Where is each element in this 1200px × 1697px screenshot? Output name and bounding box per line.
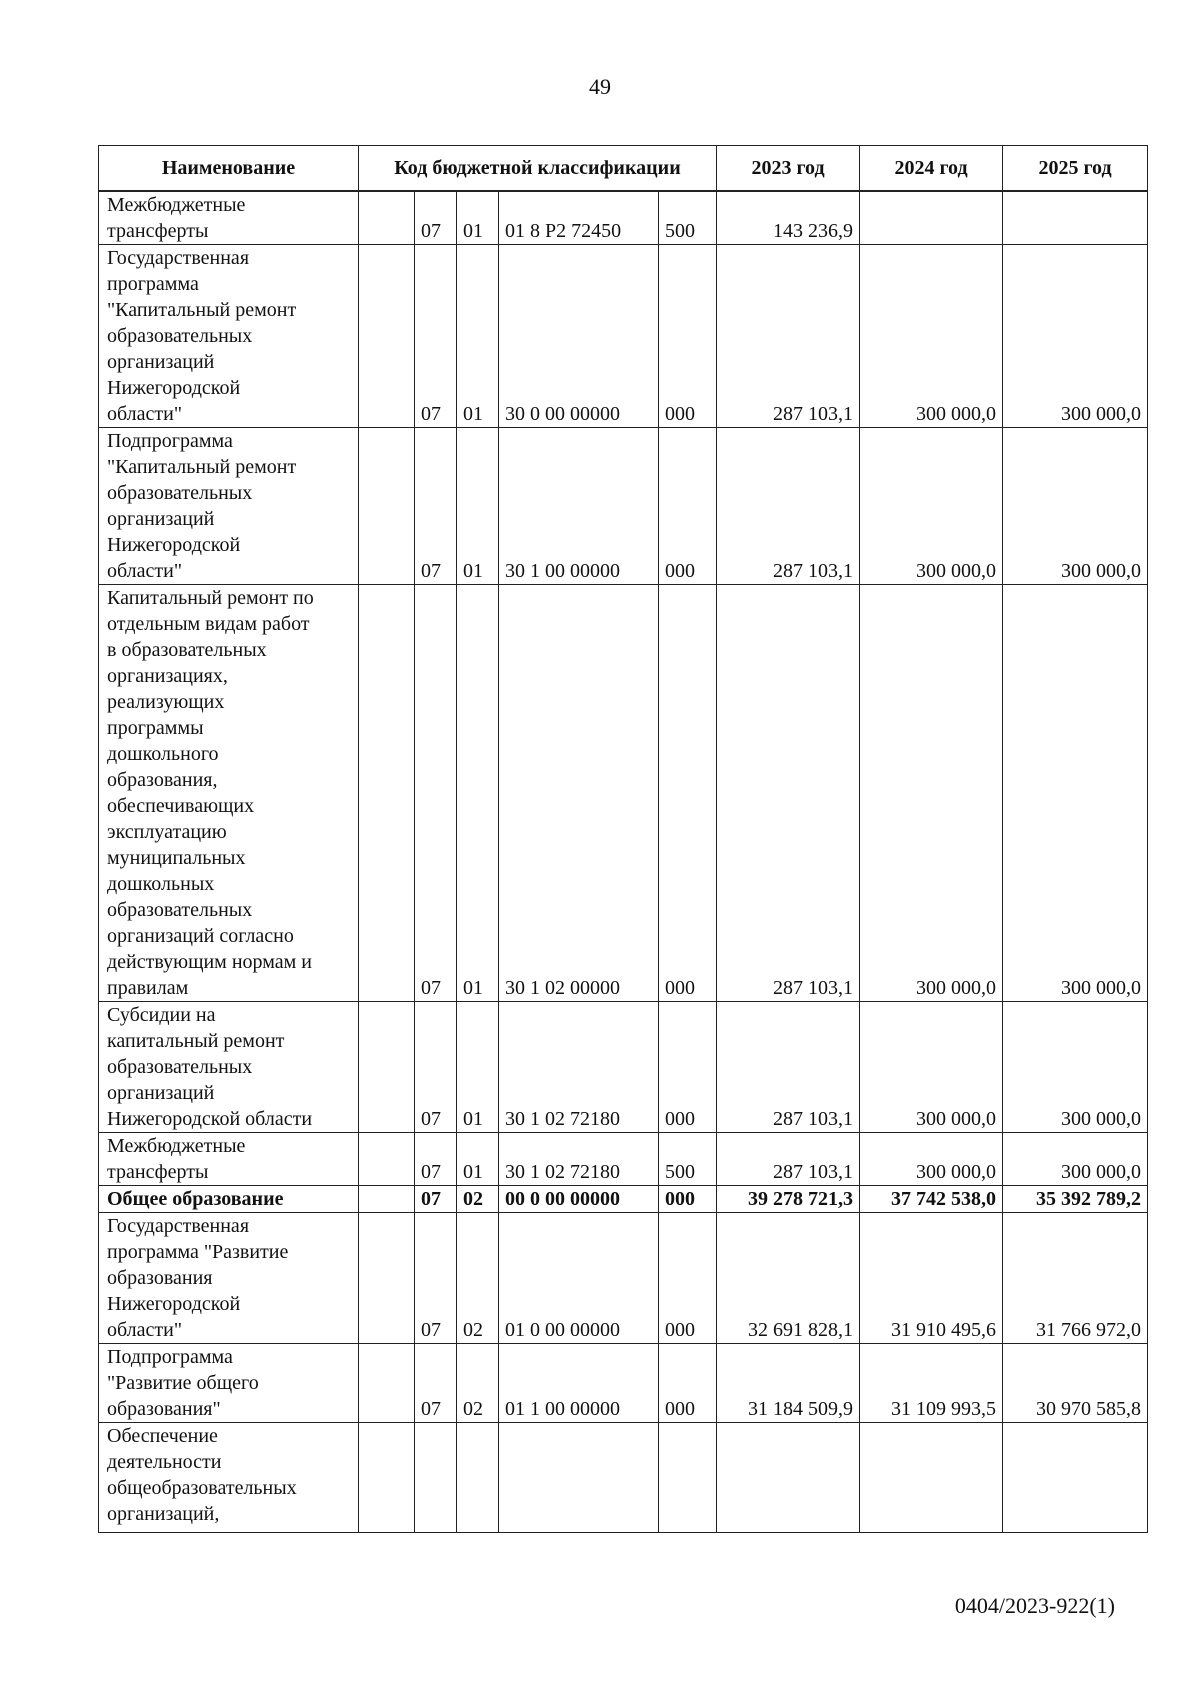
- row-blank-cell: [359, 1423, 415, 1533]
- row-name-line: капитальный ремонт: [107, 1030, 285, 1052]
- row-name-line: в образовательных: [107, 639, 267, 661]
- row-name-line: Государственная: [107, 247, 250, 269]
- row-amount-2025: 300 000,0: [1003, 1002, 1148, 1133]
- row-blank-cell: [359, 191, 415, 245]
- row-blank-cell: [359, 1002, 415, 1133]
- row-amount-2023: 287 103,1: [717, 585, 860, 1002]
- row-blank-cell: [359, 1344, 415, 1423]
- row-expense-type: 000: [659, 428, 717, 585]
- row-name-line: образования,: [107, 769, 218, 791]
- row-section: [415, 1423, 457, 1533]
- row-name-line: организациях,: [107, 665, 228, 687]
- row-target-article: 30 0 00 00000: [499, 245, 659, 428]
- header-code: Код бюджетной классификации: [359, 146, 717, 192]
- header-2024: 2024 год: [860, 146, 1003, 192]
- row-name: [99, 1423, 359, 1533]
- row-name-line: области": [107, 403, 183, 425]
- header-2023: 2023 год: [717, 146, 860, 192]
- row-expense-type: 000: [659, 1002, 717, 1133]
- row-section: 07: [415, 585, 457, 1002]
- row-name-line: организаций согласно: [107, 925, 294, 947]
- row-blank-cell: [359, 245, 415, 428]
- row-name-line: Межбюджетные: [107, 1135, 246, 1157]
- row-name-line: образовательных: [107, 899, 253, 921]
- row-name-line: эксплуатацию: [107, 821, 227, 843]
- row-amount-2024: 31 910 495,6: [860, 1213, 1003, 1344]
- row-expense-type: 500: [659, 191, 717, 245]
- row-amount-2023: 287 103,1: [717, 428, 860, 585]
- row-name-line: образовательных: [107, 325, 253, 347]
- row-target-article: 00 0 00 00000: [499, 1186, 659, 1213]
- row-name: [99, 428, 359, 585]
- row-blank-cell: [359, 1133, 415, 1186]
- row-name-line: Общее образование: [107, 1188, 284, 1210]
- row-amount-2023: 143 236,9: [717, 191, 860, 245]
- row-name-line: общеобразовательных: [107, 1477, 297, 1499]
- row-subsection: 01: [457, 1133, 499, 1186]
- row-subsection: 02: [457, 1213, 499, 1344]
- row-amount-2024: 300 000,0: [860, 428, 1003, 585]
- row-amount-2025: 300 000,0: [1003, 245, 1148, 428]
- row-section: 07: [415, 245, 457, 428]
- row-amount-2025: [1003, 1423, 1148, 1533]
- row-subsection: 01: [457, 1002, 499, 1133]
- row-name: [99, 1213, 359, 1344]
- row-name-line: области": [107, 1319, 183, 1341]
- table-body: [99, 191, 1148, 1533]
- table-row: [99, 585, 1148, 1002]
- row-name-line: трансферты: [107, 1161, 209, 1183]
- row-amount-2025: 300 000,0: [1003, 428, 1148, 585]
- row-blank-cell: [359, 1186, 415, 1213]
- row-name-line: отдельным видам работ: [107, 613, 310, 635]
- row-expense-type: 000: [659, 585, 717, 1002]
- row-name-line: программа: [107, 273, 199, 295]
- row-name: [99, 1002, 359, 1133]
- table-row: [99, 1002, 1148, 1133]
- row-expense-type: [659, 1423, 717, 1533]
- row-target-article: 01 1 00 00000: [499, 1344, 659, 1423]
- row-section: 07: [415, 1002, 457, 1133]
- table-row: [99, 1423, 1148, 1533]
- row-name-line: Субсидии на: [107, 1004, 216, 1026]
- row-name-line: дошкольных: [107, 873, 215, 895]
- row-name-line: организаций,: [107, 1503, 220, 1525]
- row-name-line: реализующих: [107, 691, 225, 713]
- row-amount-2025: 30 970 585,8: [1003, 1344, 1148, 1423]
- row-subsection: 02: [457, 1186, 499, 1213]
- row-amount-2024: [860, 1423, 1003, 1533]
- row-name-line: Подпрограмма: [107, 430, 233, 452]
- row-amount-2025: 31 766 972,0: [1003, 1213, 1148, 1344]
- row-section: 07: [415, 1186, 457, 1213]
- row-subsection: [457, 1423, 499, 1533]
- row-name-line: организаций: [107, 508, 215, 530]
- row-name-line: Межбюджетные: [107, 194, 246, 216]
- row-amount-2024: [860, 191, 1003, 245]
- row-name-line: муниципальных: [107, 847, 246, 869]
- row-target-article: [499, 1423, 659, 1533]
- header-2025: 2025 год: [1003, 146, 1148, 192]
- row-amount-2025: 35 392 789,2: [1003, 1186, 1148, 1213]
- row-name-line: правилам: [107, 977, 189, 999]
- table-row: [99, 1213, 1148, 1344]
- row-amount-2025: [1003, 191, 1148, 245]
- row-section: 07: [415, 191, 457, 245]
- row-name-line: образования": [107, 1398, 221, 1420]
- row-name-line: Государственная: [107, 1215, 250, 1237]
- row-subsection: 01: [457, 245, 499, 428]
- row-name-line: Капитальный ремонт по: [107, 587, 314, 609]
- table-row: [99, 1133, 1148, 1186]
- row-name-line: организаций: [107, 351, 215, 373]
- row-name-line: "Капитальный ремонт: [107, 299, 297, 321]
- row-target-article: 01 0 00 00000: [499, 1213, 659, 1344]
- row-name-line: Подпрограмма: [107, 1346, 233, 1368]
- row-name-line: дошкольного: [107, 743, 219, 765]
- row-name-line: образовательных: [107, 482, 253, 504]
- row-name-line: "Развитие общего: [107, 1372, 259, 1394]
- row-name-line: обеспечивающих: [107, 795, 255, 817]
- row-subsection: 01: [457, 585, 499, 1002]
- table-row: [99, 245, 1148, 428]
- row-target-article: 30 1 00 00000: [499, 428, 659, 585]
- row-name-line: Нижегородской: [107, 377, 241, 399]
- row-amount-2023: 287 103,1: [717, 1133, 860, 1186]
- row-amount-2023: 287 103,1: [717, 245, 860, 428]
- row-subsection: 02: [457, 1344, 499, 1423]
- row-name-line: организаций: [107, 1082, 215, 1104]
- row-amount-2025: 300 000,0: [1003, 585, 1148, 1002]
- row-target-article: 01 8 P2 72450: [499, 191, 659, 245]
- row-name: [99, 245, 359, 428]
- table-row: [99, 428, 1148, 585]
- row-amount-2023: 31 184 509,9: [717, 1344, 860, 1423]
- row-subsection: 01: [457, 191, 499, 245]
- row-name-line: Нижегородской: [107, 534, 241, 556]
- budget-table: [98, 145, 1148, 1533]
- row-subsection: 01: [457, 428, 499, 585]
- row-amount-2023: 287 103,1: [717, 1002, 860, 1133]
- row-target-article: 30 1 02 00000: [499, 585, 659, 1002]
- page-number: 49: [589, 74, 611, 99]
- row-amount-2024: 300 000,0: [860, 1002, 1003, 1133]
- row-amount-2023: 32 691 828,1: [717, 1213, 860, 1344]
- row-name-line: "Капитальный ремонт: [107, 456, 297, 478]
- row-name-line: программы: [107, 717, 204, 739]
- row-section: 07: [415, 1344, 457, 1423]
- row-name-line: образовательных: [107, 1056, 253, 1078]
- row-name: [99, 1186, 359, 1213]
- row-amount-2024: 300 000,0: [860, 585, 1003, 1002]
- row-section: 07: [415, 428, 457, 585]
- row-amount-2024: 37 742 538,0: [860, 1186, 1003, 1213]
- row-expense-type: 000: [659, 1186, 717, 1213]
- row-name-line: программа "Развитие: [107, 1241, 289, 1263]
- row-amount-2023: 39 278 721,3: [717, 1186, 860, 1213]
- row-name: [99, 191, 359, 245]
- row-name-line: Обеспечение: [107, 1425, 218, 1447]
- row-name-line: деятельности: [107, 1451, 222, 1473]
- row-expense-type: 000: [659, 1213, 717, 1344]
- row-name: [99, 1133, 359, 1186]
- row-name-line: области": [107, 560, 183, 582]
- row-name-line: трансферты: [107, 220, 209, 242]
- document-number: 0404/2023-922(1): [954, 1593, 1115, 1618]
- row-section: 07: [415, 1213, 457, 1344]
- row-name: [99, 1344, 359, 1423]
- table-header-row: [99, 146, 1148, 192]
- table-row: [99, 1186, 1148, 1213]
- row-amount-2024: 31 109 993,5: [860, 1344, 1003, 1423]
- table-row: [99, 1344, 1148, 1423]
- row-section: 07: [415, 1133, 457, 1186]
- row-amount-2024: 300 000,0: [860, 245, 1003, 428]
- row-name-line: образования: [107, 1267, 213, 1289]
- row-target-article: 30 1 02 72180: [499, 1133, 659, 1186]
- row-amount-2025: 300 000,0: [1003, 1133, 1148, 1186]
- row-amount-2024: 300 000,0: [860, 1133, 1003, 1186]
- table-row: [99, 191, 1148, 245]
- row-name-line: Нижегородской: [107, 1293, 241, 1315]
- row-expense-type: 000: [659, 245, 717, 428]
- row-name-line: действующим нормам и: [107, 951, 312, 973]
- row-expense-type: 000: [659, 1344, 717, 1423]
- row-expense-type: 500: [659, 1133, 717, 1186]
- row-target-article: 30 1 02 72180: [499, 1002, 659, 1133]
- row-name-line: Нижегородской области: [107, 1108, 313, 1130]
- row-amount-2023: [717, 1423, 860, 1533]
- row-blank-cell: [359, 428, 415, 585]
- row-blank-cell: [359, 585, 415, 1002]
- row-blank-cell: [359, 1213, 415, 1344]
- row-name: [99, 585, 359, 1002]
- header-name: Наименование: [99, 146, 359, 192]
